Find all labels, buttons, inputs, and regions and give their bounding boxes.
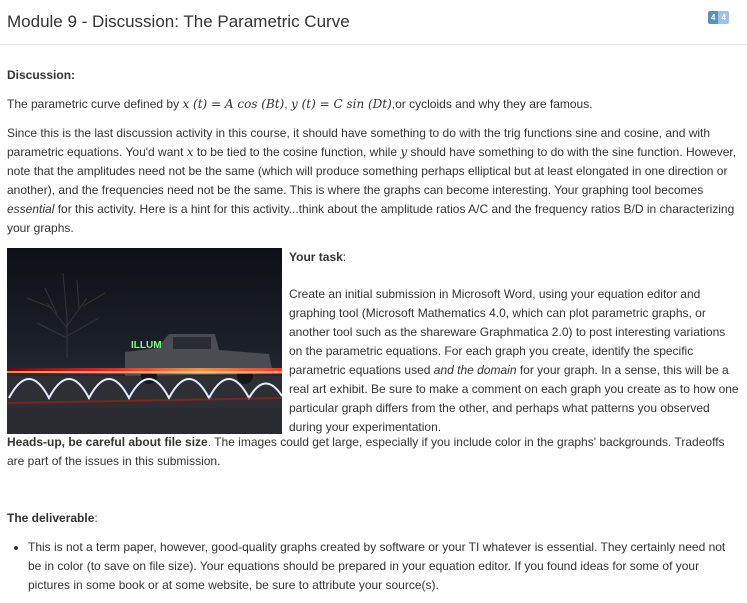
- light-sign-text: ILLUM: [131, 340, 162, 351]
- context-text-b: to be tied to the cosine function, while: [196, 145, 398, 159]
- task-body: [289, 285, 741, 437]
- task-text-a: Create an initial submission in Microsoft Word, using your equation editor and graphing tool (Microsoft Mathematics 4.0, which can plot parametric graphs, or another tool such as the shareware Graphmatica 2.0) to post interesting variations on the parametric equations. For each graph you create, identify the specific parametric equations used: [289, 287, 726, 377]
- deliverable-heading: The deliverable: [7, 511, 95, 525]
- page-title: Module 9 - Discussion: The Parametric Curve: [7, 12, 350, 31]
- title-divider: [0, 44, 747, 45]
- deliverable-colon: :: [94, 511, 98, 525]
- headsup-bold: Heads-up, be careful about file size: [7, 435, 208, 449]
- badge-count-right: 4: [718, 11, 728, 24]
- light-painting-photo: [7, 248, 282, 434]
- context-text-d: for this activity. Here is a hint for this activity...think about the amplitude ratios A/C and the frequency ratios B/D in characterizing your graphs.: [7, 202, 735, 235]
- context-text-a: Since this is the last discussion activity in this course, it should have something to do with the trig functions sine and cosine, and with parametric equations. You'd want: [7, 126, 711, 159]
- context-emphasis: essential: [7, 202, 55, 216]
- variable-y: y: [400, 145, 408, 159]
- equation-y: y (t) = C sin (Dt): [290, 97, 392, 111]
- context-text-c: should have something to do with the sine function. However, note that the amplitudes need not be the same (which will produce something perhaps elliptical but at least elongated in one direction or another), and the frequencies need not be the same. This is where the graphs can become interesting. Your graphing tool becomes: [7, 145, 737, 197]
- variable-x: x: [186, 145, 194, 159]
- discussion-heading: Discussion:: [7, 68, 76, 82]
- task-emphasis: and the domain: [433, 363, 517, 377]
- badge-count-left: 4: [708, 11, 718, 24]
- task-section: [7, 248, 740, 434]
- task-block: [289, 248, 741, 437]
- task-heading: Your task: [289, 250, 343, 264]
- task-colon: :: [342, 250, 347, 264]
- headsup-text: . The images could get large, especially if you include color in the graphs' backgrounds. Tradeoffs are part of the issues in this submission.: [7, 435, 725, 468]
- headsup-paragraph: [7, 433, 740, 471]
- deliverable-list: [7, 538, 740, 595]
- intro-paragraph: [7, 95, 740, 114]
- list-item: • This is not a term paper, however, good-quality graphs created by software or your TI whatever is essential. They certainly need not be in color (to save on file size). Your equations should be prepared in your equation editor. If you found ideas for some of your pictures in some book or at some website, be sure to attribute your source(s).: [28, 538, 740, 595]
- count-badge[interactable]: [708, 11, 729, 24]
- context-paragraph: [7, 124, 740, 238]
- deliverable-heading-line: [7, 509, 740, 528]
- task-text-b: for your graph. In a sense, this will be a real art exhibit. Be sure to make a comment on each graph you create as to how one particular graph differs from the other, and perhaps what patterns you observed during your experimentation.: [289, 363, 739, 434]
- intro-prefix: The parametric curve defined by: [7, 97, 180, 111]
- equation-x: x (t) = A cos (Bt): [182, 97, 285, 111]
- intro-suffix: ,or cycloids and why they are famous.: [391, 97, 593, 111]
- equation-separator: ,: [284, 97, 288, 111]
- discussion-content: [7, 66, 740, 595]
